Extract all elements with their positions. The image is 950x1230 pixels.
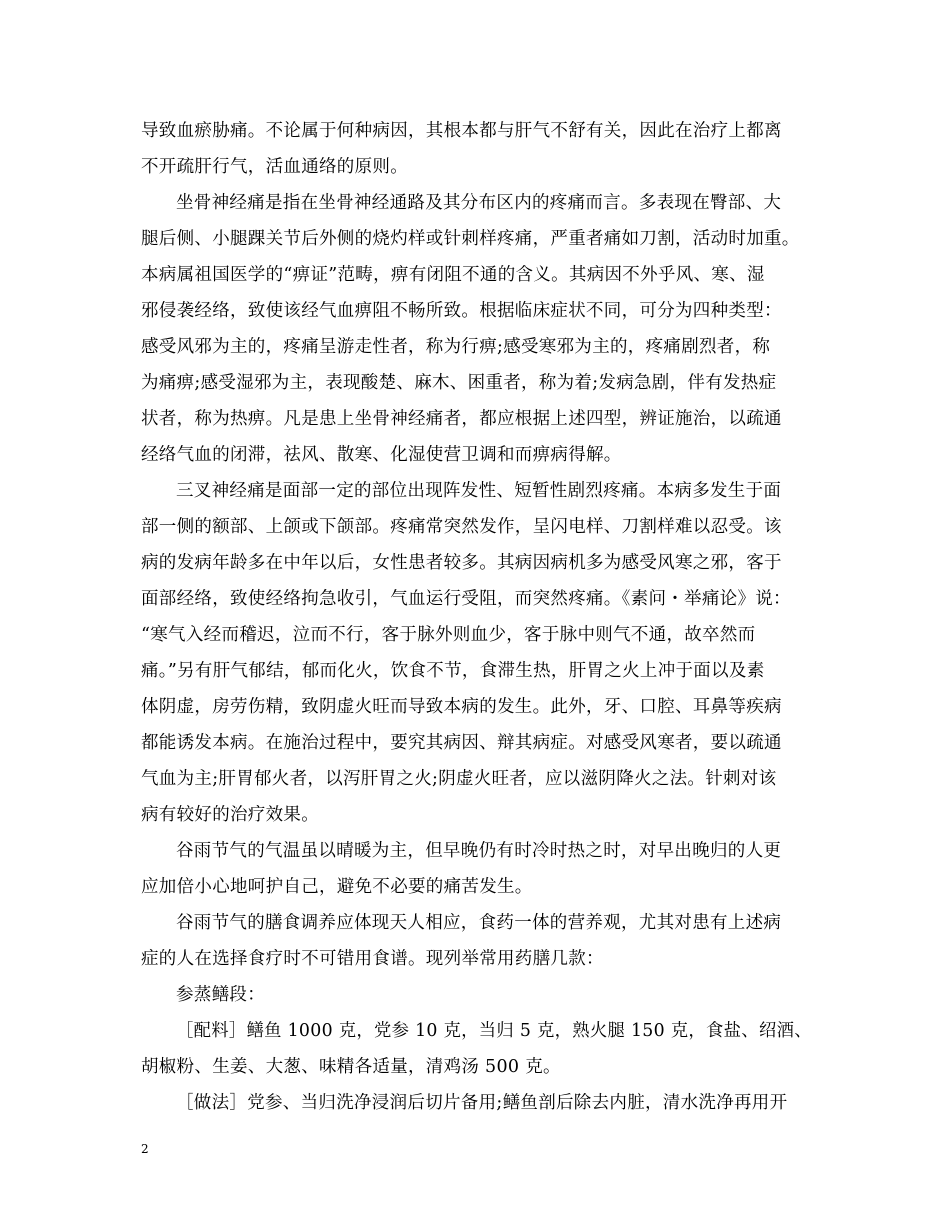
text-line: 为痛痹;感受湿邪为主，表现酸楚、麻木、困重者，称为着;发病急剧，伴有发热症	[141, 373, 777, 393]
page-number: 2	[141, 1142, 149, 1156]
text-line: 参蒸鳝段：	[176, 985, 265, 1005]
text-line: 腿后侧、小腿踝关节后外侧的烧灼样或针刺样疼痛，严重者痛如刀割，活动时加重。	[141, 229, 800, 249]
text-line: 症的人在选择食疗时不可错用食谱。现列举常用药膳几款：	[141, 949, 604, 969]
text-line: 状者，称为热痹。凡是患上坐骨神经痛者，都应根据上述四型，辨证施治，以疏通	[141, 409, 782, 429]
text-line: 体阴虚，房劳伤精，致阴虚火旺而导致本病的发生。此外，牙、口腔、耳鼻等疾病	[141, 697, 782, 717]
text-line: 部一侧的额部、上颌或下颌部。疼痛常突然发作，呈闪电样、刀割样难以忍受。该	[141, 517, 782, 537]
text-line: 气血为主;肝胃郁火者，以泻肝胃之火;阴虚火旺者，应以滋阴降火之法。针刺对该	[141, 769, 777, 789]
text-line: 胡椒粉、生姜、大葱、味精各适量，清鸡汤 500 克。	[141, 1057, 561, 1077]
text-line: 面部经络，致使经络拘急收引，气血运行受阻，而突然疼痛。《素问・举痛论》说：	[141, 589, 791, 609]
text-line: 邪侵袭经络，致使该经气血痹阻不畅所致。根据临床症状不同，可分为四种类型：	[141, 301, 782, 321]
text-line: 导致血瘀胁痛。不论属于何种病因，其根本都与肝气不舒有关，因此在治疗上都离	[141, 121, 782, 141]
text-line: 谷雨节气的气温虽以晴暖为主，但早晚仍有时冷时热之时，对早出晚归的人更	[176, 841, 782, 861]
text-line: 应加倍小心地呵护自己，避免不必要的痛苦发生。	[141, 877, 533, 897]
text-line: 病的发病年龄多在中年以后，女性患者较多。其病因病机多为感受风寒之邪，客于	[141, 553, 782, 573]
text-line: 病有较好的治疗效果。	[141, 805, 319, 825]
text-line: 感受风邪为主的，疼痛呈游走性者，称为行痹;感受寒邪为主的，疼痛剧烈者，称	[141, 337, 771, 357]
text-line: 谷雨节气的膳食调养应体现天人相应，食药一体的营养观，尤其对患有上述病	[176, 913, 782, 933]
text-line: 不开疏肝行气，活血通络的原则。	[141, 157, 408, 177]
text-line: ［配料］鳝鱼 1000 克，党参 10 克，当归 5 克，熟火腿 150 克，食盐、绍酒、	[176, 1021, 812, 1041]
text-line: 痛。”另有肝气郁结，郁而化火，饮食不节，食滞生热，肝胃之火上冲于面以及素	[141, 661, 765, 681]
text-line: “寒气入经而稽迟，泣而不行，客于脉外则血少，客于脉中则气不通，故卒然而	[141, 625, 756, 645]
text-line: 本病属祖国医学的“痹证”范畴，痹有闭阻不通的含义。其病因不外乎风、寒、湿	[141, 265, 765, 285]
text-line: ［做法］党参、当归洗净浸润后切片备用;鳝鱼剖后除去内脏，清水洗净再用开	[176, 1093, 788, 1113]
text-line: 都能诱发本病。在施治过程中，要究其病因、辩其病症。对感受风寒者，要以疏通	[141, 733, 782, 753]
text-line: 经络气血的闭滞，祛风、散寒、化湿使营卫调和而痹病得解。	[141, 445, 622, 465]
text-line: 三叉神经痛是面部一定的部位出现阵发性、短暂性剧烈疼痛。本病多发生于面	[176, 481, 782, 501]
text-line: 坐骨神经痛是指在坐骨神经通路及其分布区内的疼痛而言。多表现在臀部、大	[176, 193, 782, 213]
